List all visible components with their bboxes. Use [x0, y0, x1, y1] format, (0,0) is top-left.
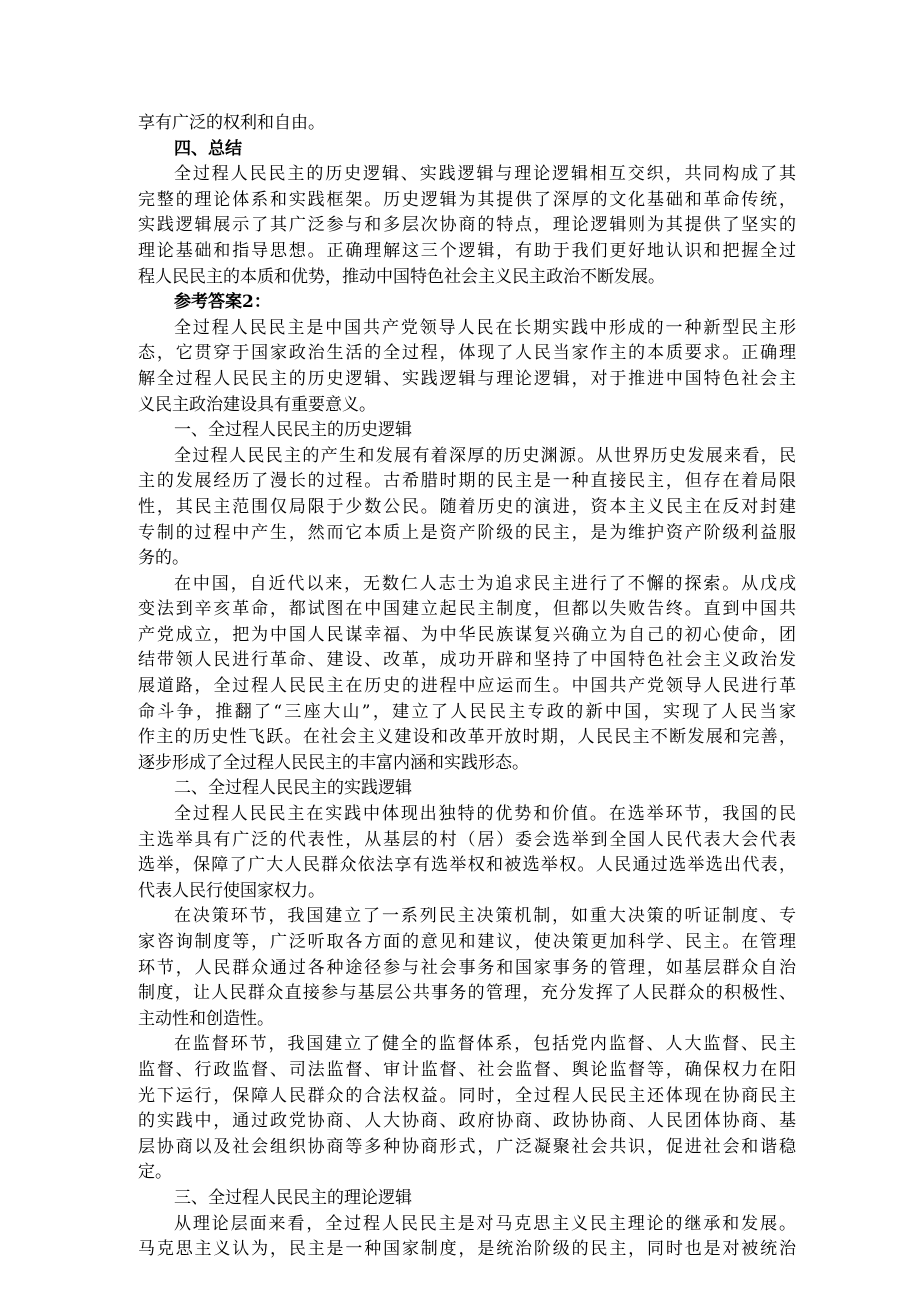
text-line: 环节，人民群众通过各种途径参与社会事务和国家事务的管理，如基层群众自治: [138, 957, 796, 978]
text-line: 定。: [138, 1162, 172, 1183]
text-line: 主选举具有广泛的代表性，从基层的村（居）委会选举到全国人民代表大会代表: [138, 829, 796, 850]
text-line: 一、全过程人民民主的历史逻辑: [174, 420, 412, 441]
text-line: 务的。: [138, 548, 189, 569]
text-line: 选举，保障了广大人民群众依法享有选举权和被选举权。人民通过选举选出代表，: [138, 855, 796, 876]
text-line: 逐步形成了全过程人民民主的丰富内涵和实践形态。: [138, 752, 529, 773]
text-line: 家咨询制度等，广泛听取各方面的意见和建议，使决策更加科学、民主。在管理: [138, 932, 796, 952]
text-line: 命斗争，推翻了“三座大山”，建立了人民民主专政的新中国，实现了人民当家: [138, 701, 796, 722]
text-line: 从理论层面来看，全过程人民民主是对马克思主义民主理论的继承和发展。: [174, 1213, 796, 1234]
text-line: 光下运行，保障人民群众的合法权益。同时，全过程人民民主还体现在协商民主: [138, 1085, 796, 1106]
text-line: 理论基础和指导思想。正确理解这三个逻辑，有助于我们更好地认识和把握全过: [138, 240, 796, 261]
text-line: 在监督环节，我国建立了健全的监督体系，包括党内监督、人大监督、民主: [174, 1034, 796, 1055]
text-line: 制度，让人民群众直接参与基层公共事务的管理，充分发挥了人民群众的积极性、: [138, 983, 796, 1004]
text-line: 性，其民主范围仅局限于少数公民。随着历史的演进，资本主义民主在反对封建: [138, 496, 796, 517]
text-line: 义民主政治建设具有重要意义。: [138, 394, 376, 415]
text-line: 变法到辛亥革命，都试图在中国建立起民主制度，但都以失败告终。直到中国共: [138, 599, 796, 620]
text-line: 结带领人民进行革命、建设、改革，成功开辟和坚持了中国特色社会主义政治发: [138, 650, 796, 671]
text-line: 专制的过程中产生，然而它本质上是资产阶级的民主，是为维护资产阶级利益服: [138, 522, 796, 543]
text-line: 全过程人民民主在实践中体现出独特的优势和价值。在选举环节，我国的民: [174, 804, 796, 825]
section-heading: 四、总结: [174, 138, 242, 159]
text-line: 全过程人民民主的产生和发展有着深厚的历史渊源。从世界历史发展来看，民: [174, 445, 796, 466]
text-line: 作主的历史性飞跃。在社会主义建设和改革开放时期，人民民主不断发展和完善，: [138, 727, 796, 748]
text-line: 代表人民行使国家权力。: [138, 880, 325, 901]
text-line: 完整的理论体系和实践框架。历史逻辑为其提供了深厚的文化基础和革命传统，: [138, 189, 796, 210]
text-line: 层协商以及社会组织协商等多种协商形式，广泛凝聚社会共识，促进社会和谐稳: [138, 1136, 796, 1157]
text-line: 马克思主义认为，民主是一种国家制度，是统治阶级的民主，同时也是对被统治: [138, 1239, 796, 1260]
text-line: 态，它贯穿于国家政治生活的全过程，体现了人民当家作主的本质要求。正确理: [138, 343, 796, 364]
text-line: 全过程人民民主的历史逻辑、实践逻辑与理论逻辑相互交织，共同构成了其: [174, 164, 796, 185]
text-line: 主动性和创造性。: [138, 1008, 274, 1029]
text-line: 展道路，全过程人民民主在历史的进程中应运而生。中国共产党领导人民进行革: [138, 676, 796, 697]
text-line: 全过程人民民主是中国共产党领导人民在长期实践中形成的一种新型民主形: [174, 317, 796, 338]
text-line: 三、全过程人民民主的理论逻辑: [174, 1187, 412, 1208]
text-line: 主的发展经历了漫长的过程。古希腊时期的民主是一种直接民主，但存在着局限: [138, 471, 796, 492]
text-line: 享有广泛的权利和自由。: [138, 113, 325, 133]
text-line: 产党成立，把为中国人民谋幸福、为中华民族谋复兴确立为自己的初心使命，团: [138, 624, 796, 645]
text-line: 解全过程人民民主的历史逻辑、实践逻辑与理论逻辑，对于推进中国特色社会主: [138, 368, 796, 389]
text-line: 二、全过程人民民主的实践逻辑: [174, 778, 412, 799]
section-heading: 参考答案2：: [174, 292, 271, 313]
text-line: 程人民民主的本质和优势，推动中国特色社会主义民主政治不断发展。: [138, 266, 665, 287]
text-line: 在决策环节，我国建立了一系列民主决策机制，如重大决策的听证制度、专: [174, 906, 796, 927]
document-page: [138, 111, 796, 1263]
text-line: 的实践中，通过政党协商、人大协商、政府协商、政协协商、人民团体协商、基: [138, 1111, 796, 1132]
text-line: 实践逻辑展示了其广泛参与和多层次协商的特点，理论逻辑则为其提供了坚实的: [138, 215, 796, 236]
text-line: 监督、行政监督、司法监督、审计监督、社会监督、舆论监督等，确保权力在阳: [138, 1059, 796, 1080]
text-line: 在中国，自近代以来，无数仁人志士为追求民主进行了不懈的探索。从戊戌: [174, 573, 796, 594]
